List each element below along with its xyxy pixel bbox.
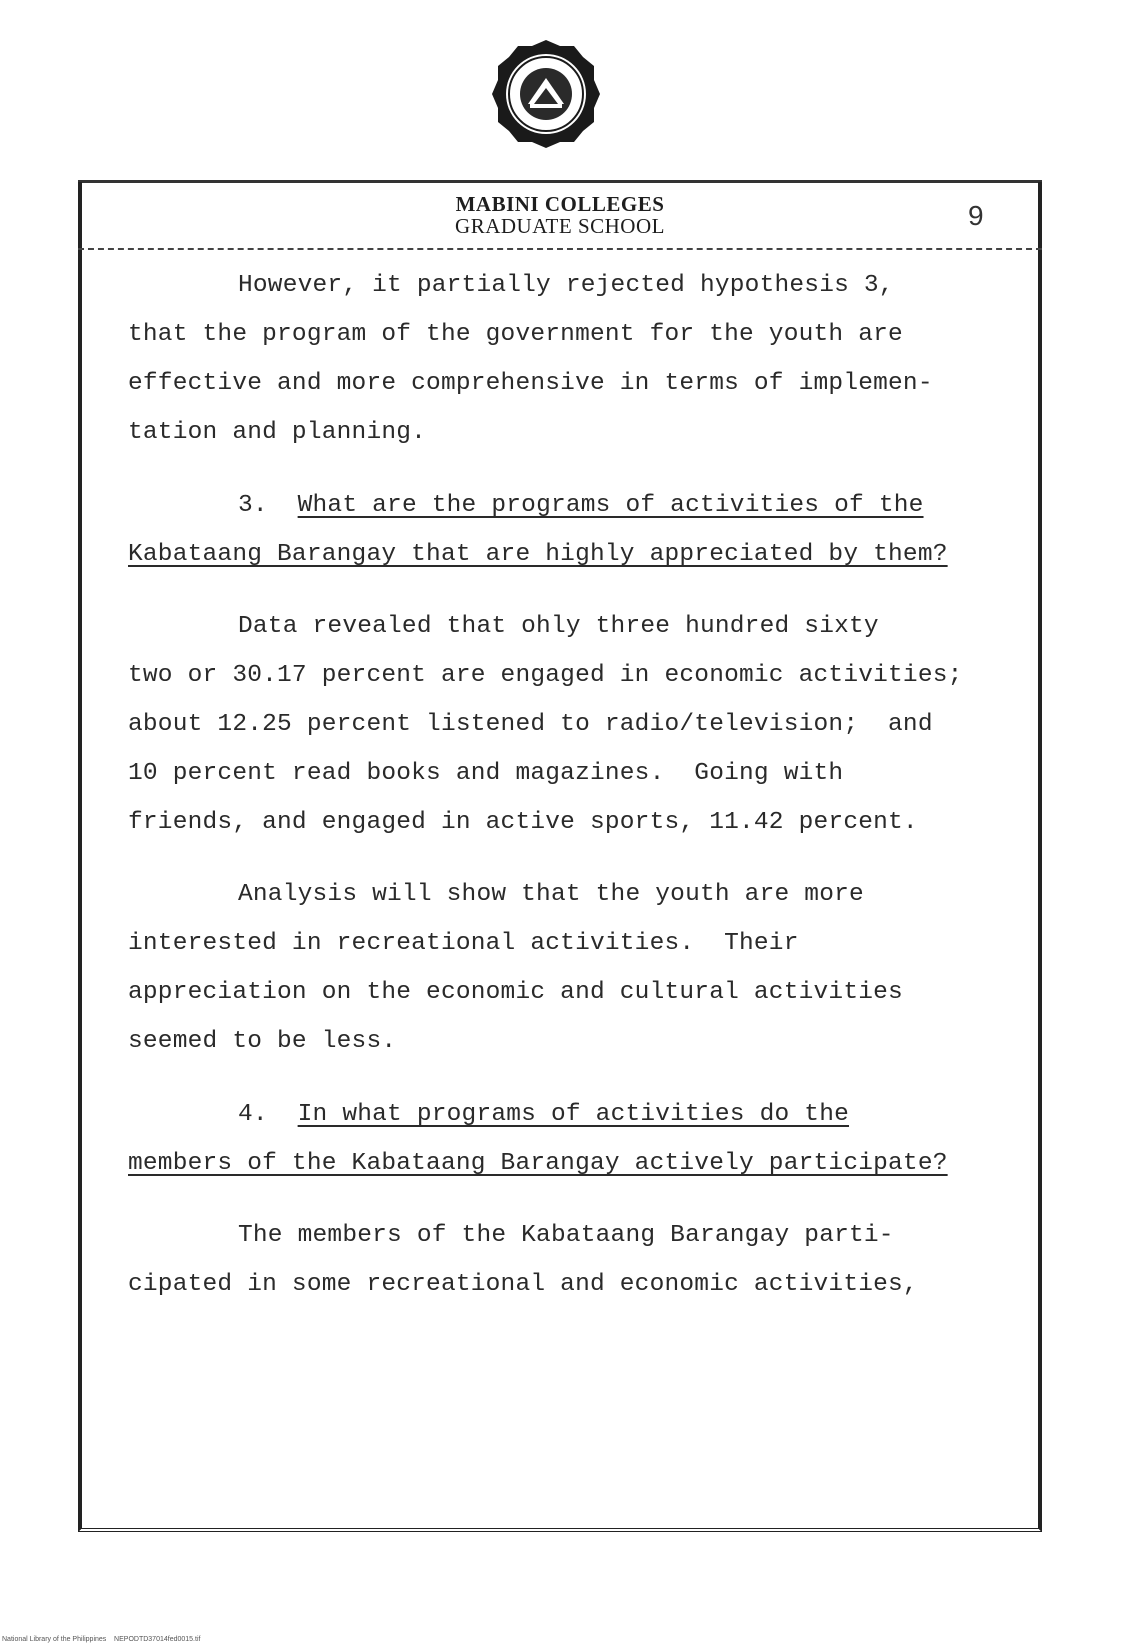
- question-text: In what programs of activities do the: [297, 1101, 850, 1128]
- paragraph-line: effective and more comprehensive in terms of implemen-: [128, 370, 933, 397]
- paragraph-line: The members of the Kabataang Barangay parti-: [238, 1222, 894, 1249]
- question-text: Kabataang Barangay that are highly appreciated by them?: [128, 541, 948, 568]
- school-name: GRADUATE SCHOOL: [455, 214, 665, 238]
- page-number: 9: [968, 200, 984, 231]
- paragraph-line: tation and planning.: [128, 419, 427, 446]
- question-text: What are the programs of activities of the: [297, 492, 924, 519]
- paragraph-line: Data revealed that ohly three hundred sixty: [238, 613, 879, 640]
- paragraph-line: interested in recreational activities. Their: [128, 930, 799, 957]
- paragraph-line: However, it partially rejected hypothesis 3,: [238, 272, 894, 299]
- paragraph-line: two or 30.17 percent are engaged in economic activities;: [128, 662, 963, 689]
- question-3: [238, 492, 924, 519]
- college-name: MABINI COLLEGES: [455, 192, 665, 216]
- paragraph-line: cipated in some recreational and economic activities,: [128, 1271, 918, 1298]
- question-4: [238, 1101, 849, 1128]
- scan-footer: National Library of the Philippines NEPODTD37014fed0015.tif: [2, 1636, 201, 1643]
- question-number: 3.: [238, 492, 268, 519]
- paragraph-line: 10 percent read books and magazines. Going with: [128, 760, 844, 787]
- question-text: members of the Kabataang Barangay actively participate?: [128, 1150, 948, 1177]
- letterhead: [78, 193, 1042, 237]
- paragraph-line: Analysis will show that the youth are more: [238, 881, 864, 908]
- header-bottom-rule: [78, 248, 1042, 250]
- question-number: 4.: [238, 1101, 268, 1128]
- college-seal-icon: [490, 38, 602, 150]
- paragraph-line: that the program of the government for the youth are: [128, 321, 903, 348]
- paragraph-line: seemed to be less.: [128, 1028, 397, 1055]
- paragraph-line: appreciation on the economic and cultural activities: [128, 979, 903, 1006]
- paragraph-line: about 12.25 percent listened to radio/television; and: [128, 711, 933, 738]
- paragraph-line: friends, and engaged in active sports, 11.42 percent.: [128, 809, 918, 836]
